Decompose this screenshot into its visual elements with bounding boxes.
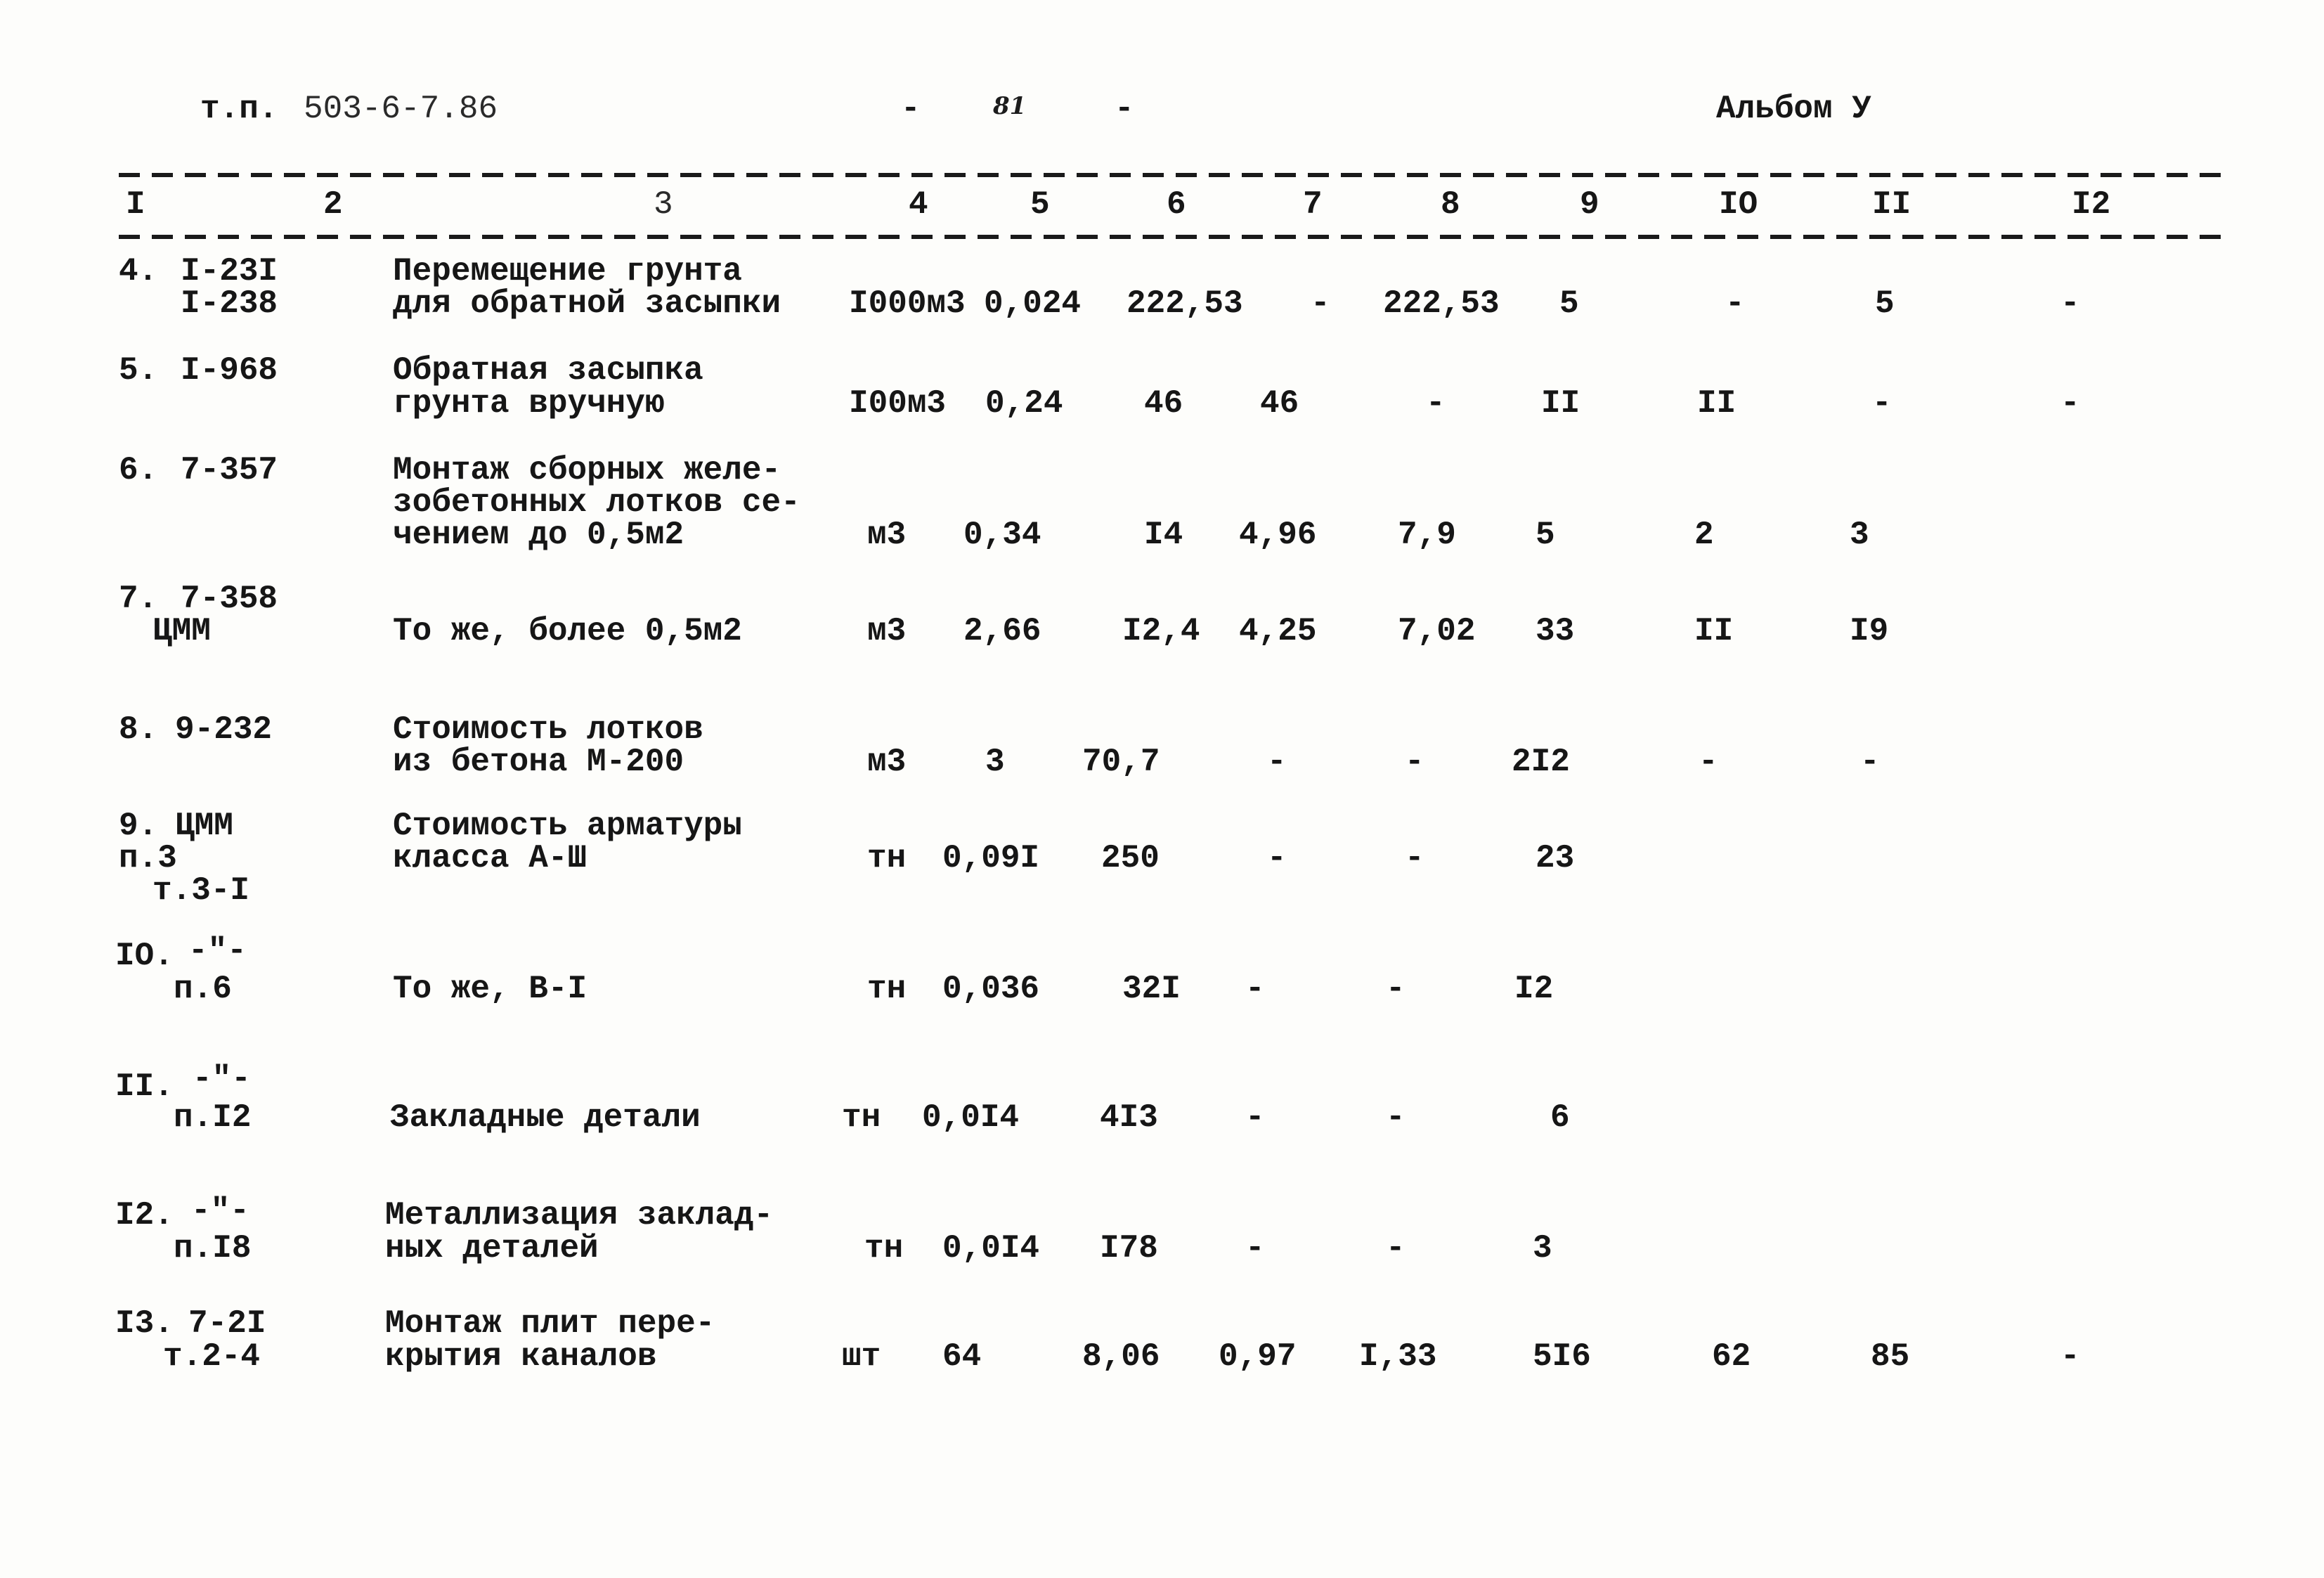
row-code: п.3 [119, 840, 177, 877]
cell-col7: - [1311, 285, 1330, 322]
row-code: 7-357 [181, 452, 278, 489]
column-number-9: 9 [1580, 186, 1599, 223]
cell-col4: тн [867, 971, 907, 1007]
cell-col6: 8,06 [1082, 1338, 1160, 1375]
cell-col7: 4,25 [1239, 613, 1317, 649]
header-rule-top [119, 173, 2231, 177]
cell-col6: 222,53 [1127, 285, 1243, 322]
cell-col10: 62 [1712, 1338, 1751, 1375]
cell-col7: - [1267, 744, 1287, 780]
column-number-5: 5 [1030, 186, 1050, 223]
row-description: То же, более 0,5м2 [393, 613, 742, 649]
column-number-12: I2 [2072, 186, 2111, 223]
cell-col8: 222,53 [1383, 285, 1500, 322]
cell-col4: тн [864, 1230, 904, 1267]
row-description: из бетона М-200 [393, 744, 684, 780]
row-code: I-238 [181, 285, 278, 322]
cell-col5: 0,024 [984, 285, 1082, 322]
row-code: п.I8 [174, 1230, 252, 1267]
cell-col8: - [1386, 1230, 1406, 1267]
page-dash-left: - [901, 91, 921, 127]
row-code: -"- [191, 1193, 249, 1229]
row-description: Монтаж сборных желе- [393, 452, 781, 489]
row-description: Стоимость лотков [393, 711, 703, 748]
row-description: Металлизация заклад- [385, 1197, 774, 1234]
row-description: зобетонных лотков се- [393, 484, 800, 521]
cell-col6: 70,7 [1082, 744, 1160, 780]
row-code: т.3-I [152, 872, 250, 909]
column-number-6: 6 [1167, 186, 1186, 223]
cell-col5: 0,0I4 [922, 1099, 1020, 1136]
column-number-3: 3 [654, 186, 673, 223]
cell-col8: - [1405, 840, 1424, 877]
row-description: для обратной засыпки [393, 285, 781, 322]
cell-col8: 7,9 [1398, 517, 1456, 553]
cell-col6: I78 [1100, 1230, 1158, 1267]
cell-col9: II [1541, 385, 1580, 422]
row-code: ЦММ [175, 808, 233, 844]
cell-col9: 5 [1559, 285, 1579, 322]
column-number-8: 8 [1441, 186, 1460, 223]
row-description: ных деталей [385, 1230, 599, 1267]
column-number-2: 2 [323, 186, 343, 223]
cell-col11: - [1872, 385, 1892, 422]
cell-col5: 64 [942, 1338, 982, 1375]
cell-col8: - [1386, 971, 1406, 1007]
cell-col4: шт [842, 1338, 881, 1375]
row-code: п.6 [174, 971, 232, 1007]
row-number: I3. [115, 1305, 174, 1342]
row-code: 7-358 [181, 581, 278, 617]
row-description: Перемещение грунта [393, 253, 742, 290]
row-number: 4. [119, 253, 158, 290]
cell-col10: II [1694, 613, 1734, 649]
row-description: грунта вручную [393, 385, 665, 422]
cell-col9: 33 [1536, 613, 1575, 649]
cell-col5: 0,0I4 [942, 1230, 1040, 1267]
cell-col6: 46 [1144, 385, 1183, 422]
row-number: II. [115, 1068, 174, 1105]
cell-col9: 6 [1550, 1099, 1570, 1136]
cell-col12: - [2060, 1338, 2080, 1375]
cell-col8: I,33 [1359, 1338, 1437, 1375]
doc-number: 503-6-7.86 [304, 91, 498, 127]
column-number-11: II [1872, 186, 1911, 223]
cell-col10: 2 [1694, 517, 1714, 553]
page-number: 81 [993, 92, 1027, 120]
cell-col9: 5I6 [1533, 1338, 1591, 1375]
row-code: т.2-4 [163, 1338, 261, 1375]
cell-col4: м3 [867, 744, 907, 780]
row-number: 9. [119, 808, 158, 844]
row-number: 8. [119, 711, 158, 748]
cell-col11: 5 [1875, 285, 1895, 322]
cell-col12: - [2060, 285, 2080, 322]
row-code: ЦММ [152, 613, 211, 649]
cell-col5: 0,34 [963, 517, 1041, 553]
column-number-1: I [126, 186, 145, 223]
cell-col7: - [1245, 971, 1265, 1007]
row-description: То же, В-I [393, 971, 588, 1007]
cell-col11: 85 [1871, 1338, 1910, 1375]
cell-col7: 46 [1260, 385, 1299, 422]
cell-col4: м3 [867, 613, 907, 649]
row-number: 5. [119, 352, 158, 389]
cell-col4: тн [842, 1099, 881, 1136]
cell-col9: 5 [1536, 517, 1555, 553]
row-code: I-23I [181, 253, 278, 290]
cell-col6: I2,4 [1122, 613, 1200, 649]
cell-col7: - [1245, 1230, 1265, 1267]
cell-col7: 4,96 [1239, 517, 1317, 553]
cell-col8: - [1386, 1099, 1406, 1136]
cell-col6: 4I3 [1100, 1099, 1158, 1136]
row-number: 7. [119, 581, 158, 617]
row-code: -"- [188, 933, 247, 969]
row-description: чением до 0,5м2 [393, 517, 684, 553]
cell-col4: тн [867, 840, 907, 877]
page-dash-right: - [1115, 91, 1134, 127]
row-code: I-968 [181, 352, 278, 389]
column-number-10: IO [1719, 186, 1758, 223]
cell-col9: 3 [1533, 1230, 1552, 1267]
cell-col11: I9 [1850, 613, 1889, 649]
cell-col8: - [1426, 385, 1446, 422]
cell-col4: I000м3 [849, 285, 966, 322]
cell-col5: 2,66 [963, 613, 1041, 649]
column-number-4: 4 [909, 186, 928, 223]
row-description: Монтаж плит пере- [385, 1305, 715, 1342]
cell-col7: - [1267, 840, 1287, 877]
cell-col9: I2 [1514, 971, 1554, 1007]
album-label: Альбом У [1716, 91, 1871, 127]
cell-col11: - [1860, 744, 1880, 780]
row-code: 7-2I [188, 1305, 266, 1342]
row-number: IO. [115, 938, 174, 974]
cell-col12: - [2060, 385, 2080, 422]
cell-col8: - [1405, 744, 1424, 780]
row-code: -"- [193, 1061, 251, 1097]
cell-col9: 23 [1536, 840, 1575, 877]
doc-prefix: т.п. [200, 91, 278, 127]
cell-col6: 32I [1122, 971, 1181, 1007]
cell-col5: 0,036 [942, 971, 1040, 1007]
row-code: 9-232 [175, 711, 273, 748]
cell-col7: 0,97 [1219, 1338, 1297, 1375]
row-number: I2. [115, 1197, 174, 1234]
cell-col7: - [1245, 1099, 1265, 1136]
cell-col10: - [1725, 285, 1745, 322]
cell-col4: I00м3 [849, 385, 947, 422]
cell-col6: I4 [1144, 517, 1183, 553]
cell-col10: II [1697, 385, 1736, 422]
column-number-7: 7 [1303, 186, 1323, 223]
row-description: Обратная засыпка [393, 352, 703, 389]
cell-col5: 0,09I [942, 840, 1040, 877]
cell-col4: м3 [867, 517, 907, 553]
cell-col10: - [1699, 744, 1718, 780]
cell-col8: 7,02 [1398, 613, 1476, 649]
cell-col11: 3 [1850, 517, 1869, 553]
row-number: 6. [119, 452, 158, 489]
header-rule-bottom [119, 235, 2231, 239]
row-description: крытия каналов [385, 1338, 657, 1375]
row-description: класса А-Ш [393, 840, 588, 877]
cell-col6: 250 [1101, 840, 1160, 877]
row-code: п.I2 [174, 1099, 252, 1136]
row-description: Стоимость арматуры [393, 808, 742, 844]
cell-col9: 2I2 [1512, 744, 1570, 780]
cell-col5: 0,24 [985, 385, 1063, 422]
cell-col5: 3 [985, 744, 1005, 780]
row-description: Закладные детали [390, 1099, 701, 1136]
